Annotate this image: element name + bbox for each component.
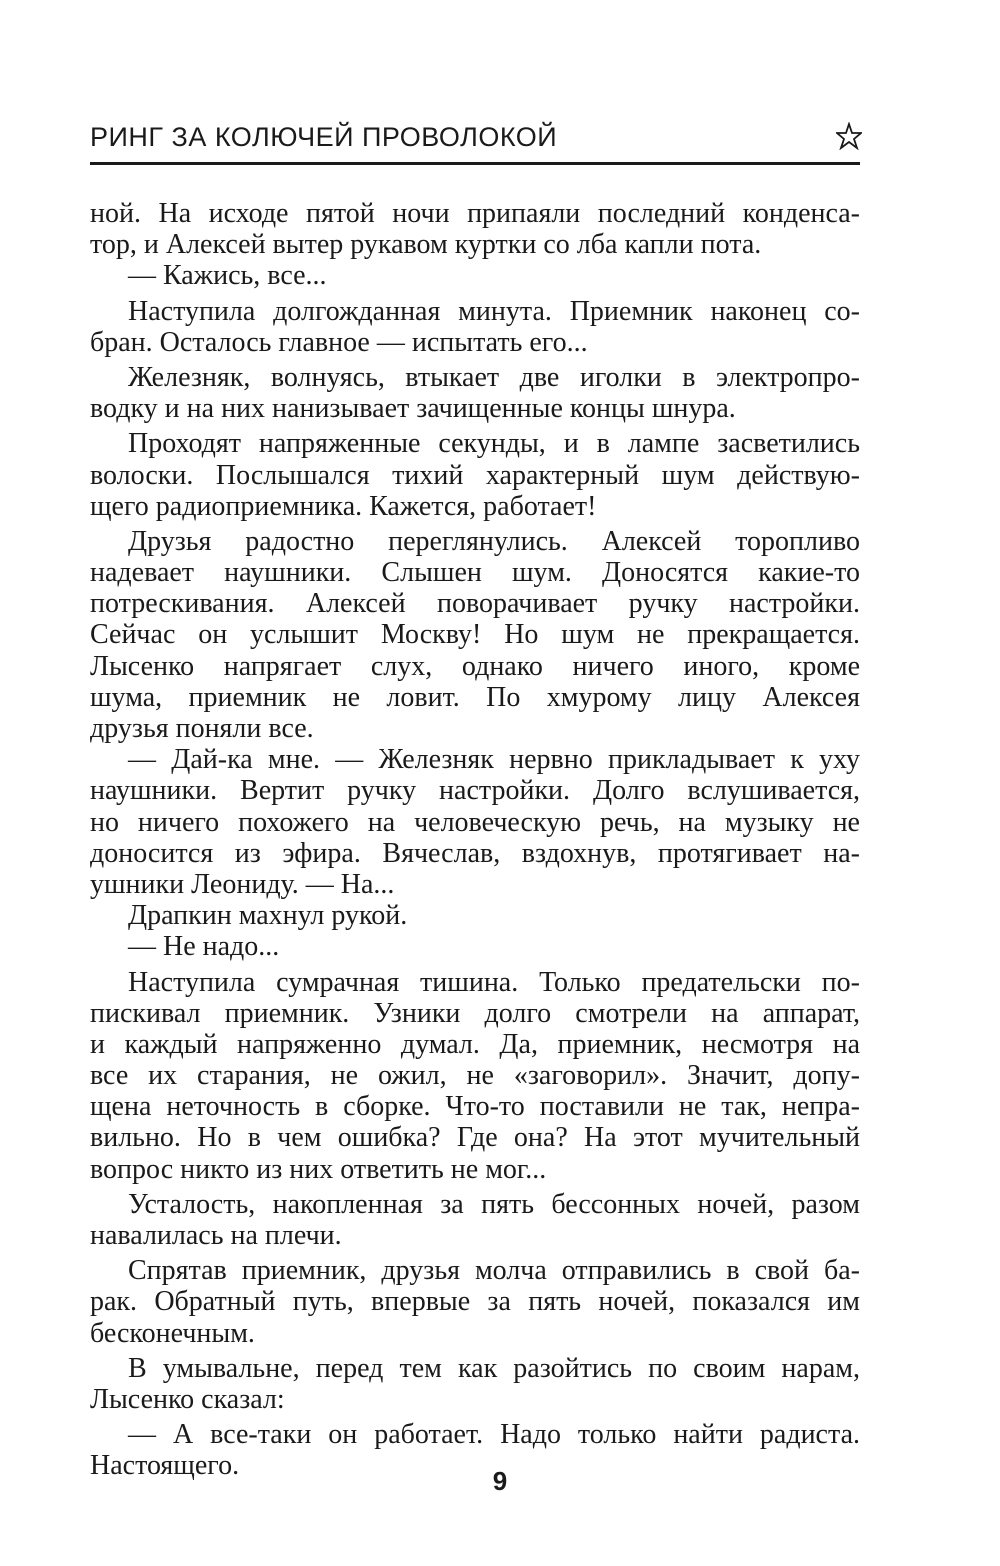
text-line: Наступила долгожданная минута. Приемник наконец со- xyxy=(128,295,860,327)
text-line: бесконечным. xyxy=(90,1317,255,1349)
text-line: бран. Осталось главное — испытать его... xyxy=(90,326,588,358)
text-line: водку и на них нанизывает зачищенные концы шнура. xyxy=(90,393,736,425)
text-line: потрескивания. Алексей поворачивает ручку настройки. xyxy=(90,588,860,620)
body-text xyxy=(90,198,860,1482)
running-title: РИНГ ЗА КОЛЮЧЕЙ ПРОВОЛОКОЙ xyxy=(90,122,558,152)
text-line: Железняк, волнуясь, втыкает две иголки в электропро- xyxy=(128,361,860,393)
text-line: — Кажись, все... xyxy=(128,260,327,292)
text-line: ушники Леониду. — На... xyxy=(90,868,395,900)
text-line: Проходят напряженные секунды, и в лампе засветились xyxy=(128,428,860,460)
text-line: — Дай-ка мне. — Железняк нервно прикладывает к уху xyxy=(128,744,860,776)
star-outline-icon xyxy=(836,122,862,150)
text-line: щена неточность в сборке. Что-то поставили не так, непра- xyxy=(90,1091,860,1123)
text-line: но ничего похожего на человеческую речь, на музыку не xyxy=(90,806,860,838)
text-line: Лысенко сказал: xyxy=(90,1383,285,1415)
running-header xyxy=(90,118,860,165)
text-line: В умывальне, перед тем как разойтись по своим нарам, xyxy=(128,1352,860,1384)
text-line: Друзья радостно переглянулись. Алексей торопливо xyxy=(128,525,860,557)
text-line: Настоящего. xyxy=(90,1450,240,1482)
text-line: щего радиоприемника. Кажется, работает! xyxy=(90,490,597,522)
text-line: надевает наушники. Слышен шум. Доносятся какие-то xyxy=(90,557,860,589)
text-line: Лысенко напрягает слух, однако ничего иного, кроме xyxy=(90,650,860,682)
text-line: Спрятав приемник, друзья молча отправились в свой ба- xyxy=(128,1255,860,1287)
text-line: тор, и Алексей вытер рукавом куртки со лба капли пота. xyxy=(90,229,762,261)
text-line: доносится из эфира. Вячеслав, вздохнув, протягивает на- xyxy=(90,837,860,869)
page-number: 9 xyxy=(492,1466,508,1496)
text-line: рак. Обратный путь, впервые за пять ночей, показался им xyxy=(90,1286,860,1318)
text-line: волоски. Послышался тихий характерный шум действую- xyxy=(90,459,860,491)
text-line: вильно. Но в чем ошибка? Где она? На этот мучительный xyxy=(90,1122,860,1154)
text-line: наушники. Вертит ручку настройки. Долго вслушивается, xyxy=(90,775,860,807)
text-line: — Не надо... xyxy=(128,931,280,963)
text-line: шума, приемник не ловит. По хмурому лицу Алексея xyxy=(90,681,860,713)
text-line: и каждый напряженно думал. Да, приемник, несмотря на xyxy=(90,1028,860,1060)
text-line: вопрос никто из них ответить не мог... xyxy=(90,1153,547,1185)
text-line: ной. На исходе пятой ночи припаяли последний конденса- xyxy=(90,198,860,229)
text-line: Наступила сумрачная тишина. Только предательски по- xyxy=(128,966,860,998)
text-line: навалилась на плечи. xyxy=(90,1220,342,1251)
text-line: Драпкин махнул рукой. xyxy=(128,900,408,932)
text-line: — А все-таки он работает. Надо только найти радиста. xyxy=(128,1419,860,1451)
text-line: все их старания, не ожил, не «заговорил». Значит, допу- xyxy=(90,1060,860,1092)
text-line: Сейчас он услышит Москву! Но шум не прекращается. xyxy=(90,619,860,651)
text-line: Усталость, накопленная за пять бессонных ночей, разом xyxy=(128,1188,860,1220)
text-line: друзья поняли все. xyxy=(90,713,314,744)
text-line: пискивал приемник. Узники долго смотрели на аппарат, xyxy=(90,997,860,1029)
